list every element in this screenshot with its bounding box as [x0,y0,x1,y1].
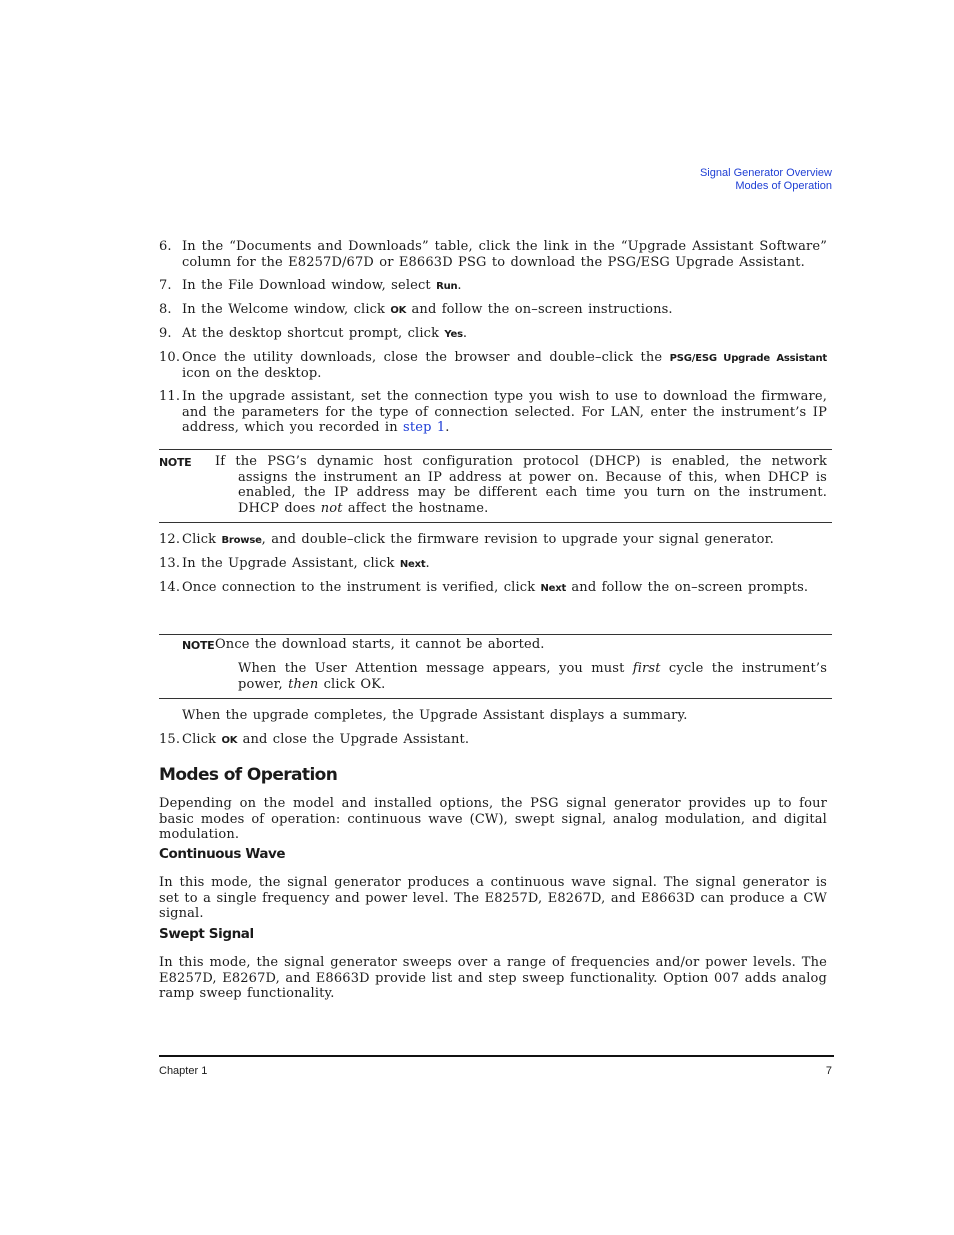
footer-rule [159,1055,834,1057]
list-item [159,278,827,295]
step-number: 11. [159,389,181,405]
running-head [700,167,832,192]
step-number: 13. [159,555,181,571]
note-label: NOTE [182,639,215,652]
continuous-wave-text: In this mode, the signal generator produces a continuous wave signal. The signal generator is set to a single frequency and power level. The E8257D, E8267D, and E8663D can produce a CW signal. [159,875,827,922]
command-ok: OK [221,735,238,746]
step-number: 9. [159,325,172,341]
list-item [159,532,827,549]
list-item [159,326,827,343]
footer-chapter: Chapter 1 [159,1065,208,1077]
step-1-link[interactable]: step 1 [403,420,446,436]
step-text: In the upgrade assistant, set the connection type you wish to use to download the firmware, and the parameters for the type of connection selected. For LAN, enter the instrument’s IP address, which you recorded in step 1. [182,389,827,436]
running-head-section[interactable]: Modes of Operation [735,179,832,192]
step-text: Once connection to the instrument is verified, click Next and follow the on–screen prompts. [182,579,809,595]
subheading-continuous-wave: Continuous Wave [159,846,286,862]
subheading-swept-signal: Swept Signal [159,926,254,942]
list-item [159,556,827,573]
section-heading-modes: Modes of Operation [159,765,338,785]
command-run: Run [436,280,458,292]
command-upgrade-assistant: PSG/ESG Upgrade Assistant [669,352,827,364]
list-item [159,580,827,597]
section-intro: Depending on the model and installed options, the PSG signal generator provides up to four basic modes of operation: continuous wave (CW), swept signal, analog modulation, and digital modulation. [159,796,827,843]
note-label: NOTE [159,456,192,469]
step-number: 6. [159,239,172,254]
note-text: If the PSG’s dynamic host configuration protocol (DHCP) is enabled, the network assigns the instrument an IP address at power on. Because of this, when DHCP is enabled, the IP address may be different each time you turn on the instrument. DHCP does not affect the hostname. [215,454,827,516]
running-head-chapter[interactable]: Signal Generator Overview [699,167,832,179]
page-number: 7 [825,1065,832,1077]
command-browse: Browse [221,535,262,546]
upgrade-complete-text: When the upgrade completes, the Upgrade Assistant displays a summary. [182,708,688,723]
step-number: 12. [159,532,181,547]
list-item [159,389,827,436]
note-dhcp [159,449,832,523]
step-number: 15. [159,732,181,747]
step-number: 8. [159,301,172,317]
step-text: In the Welcome window, click OK and follow the on–screen instructions. [182,301,673,317]
command-next: Next [399,558,426,570]
step-text: In the “Documents and Downloads” table, click the link in the “Upgrade Assistant Software” column for the E8257D/67D or E8663D PSG to download the PSG/ESG Upgrade Assistant. [182,239,827,270]
command-next: Next [540,582,567,594]
step-text: At the desktop shortcut prompt, click Yes. [182,325,468,341]
step-text: Click Browse, and double–click the firmware revision to upgrade your signal generator. [182,532,774,547]
note-line-1: Once the download starts, it cannot be aborted. [215,637,545,652]
steps-list-c [159,732,827,756]
note-line-2: When the User Attention message appears, you must first cycle the instrument’s power, then click OK. [238,661,828,692]
command-yes: Yes [444,328,463,340]
step-text: In the File Download window, select Run. [182,277,462,293]
list-item [159,350,827,382]
list-item [159,732,827,749]
step-number: 10. [159,349,181,365]
steps-list-b [159,532,827,604]
step-text: Click OK and close the Upgrade Assistant. [182,732,470,747]
step-text: In the Upgrade Assistant, click Next. [182,555,430,571]
step-number: 7. [159,277,172,293]
command-ok: OK [390,304,407,316]
note-download [159,634,832,699]
step-text: Once the utility downloads, close the browser and double–click the PSG/ESG Upgrade Assistant icon on the desktop. [182,349,827,382]
step-number: 14. [159,579,181,595]
list-item [159,302,827,319]
steps-list-a [159,239,827,443]
list-item [159,239,827,270]
swept-signal-text: In this mode, the signal generator sweeps over a range of frequencies and/or power levels. The E8257D, E8267D, and E8663D provide list and step sweep functionality. Option 007 adds analog ramp sweep functionality. [159,955,827,1002]
